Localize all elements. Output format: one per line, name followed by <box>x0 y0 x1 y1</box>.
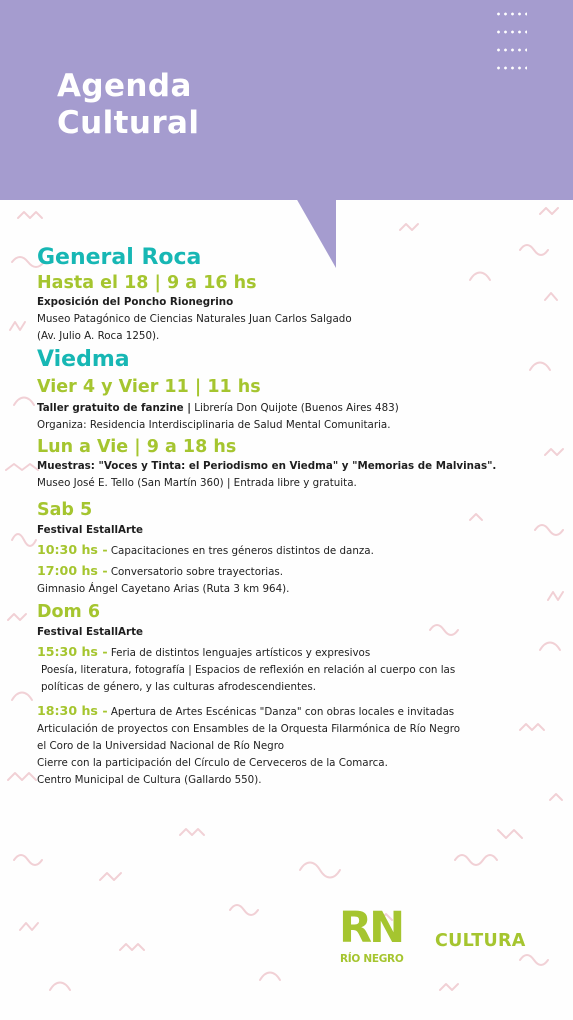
event-line <box>37 541 549 560</box>
cultura-label: CULTURA <box>435 931 526 951</box>
event-detail: Poesía, literatura, fotografía | Espacios de reflexión en relación al cuerpo con las <box>41 664 456 676</box>
festival-title: Festival EstallArte <box>37 524 144 536</box>
page-title <box>57 68 199 142</box>
agenda-content <box>37 244 549 789</box>
event-time: 18:30 hs - <box>37 703 108 718</box>
page-title-line1: Agenda <box>57 68 192 104</box>
schedule-heading: Hasta el 18 | 9 a 16 hs <box>37 273 257 293</box>
event-title: Muestras: "Voces y Tinta: el Periodismo en Viedma" y "Memorias de Malvinas". <box>37 460 497 472</box>
event-place: Librería Don Quijote (Buenos Aires 483) <box>191 402 399 414</box>
schedule-heading: Vier 4 y Vier 11 | 11 hs <box>37 377 261 397</box>
schedule-heading: Lun a Vie | 9 a 18 hs <box>37 437 237 457</box>
event-line <box>37 562 549 581</box>
event-place: Museo José E. Tello (San Martín 360) | Entrada libre y gratuita. <box>37 477 357 489</box>
event-time: 17:00 hs - <box>37 563 108 578</box>
event-line <box>37 400 549 417</box>
event-description: Capacitaciones en tres géneros distintos de danza. <box>107 545 374 557</box>
event-detail: Articulación de proyectos con Ensambles de la Orquesta Filarmónica de Río Negro <box>37 723 461 735</box>
event-description: Apertura de Artes Escénicas "Danza" con obras locales e invitadas <box>107 706 455 718</box>
city-heading-viedma: Viedma <box>37 347 130 372</box>
event-line <box>37 643 549 662</box>
event-place: Museo Patagónico de Ciencias Naturales Juan Carlos Salgado <box>37 313 352 325</box>
event-detail: Cierre con la participación del Círculo de Cerveceros de la Comarca. <box>37 757 388 769</box>
event-description: Conversatorio sobre trayectorias. <box>107 566 284 578</box>
event-organizer: Organiza: Residencia Interdisciplinaria de Salud Mental Comunitaria. <box>37 419 391 431</box>
event-description: Feria de distintos lenguajes artísticos y expresivos <box>107 647 371 659</box>
day-heading-dom: Dom 6 <box>37 602 101 622</box>
event-title: Exposición del Poncho Rionegrino <box>37 296 234 308</box>
event-place: Centro Municipal de Cultura (Gallardo 550). <box>37 774 262 786</box>
event-title: Taller gratuito de fanzine | <box>37 402 191 414</box>
decorative-dots-icon <box>495 8 527 80</box>
event-line <box>37 702 549 721</box>
event-address: (Av. Julio A. Roca 1250). <box>37 330 160 342</box>
city-heading-general-roca: General Roca <box>37 245 202 270</box>
event-detail: el Coro de la Universidad Nacional de Río Negro <box>37 740 285 752</box>
event-time: 15:30 hs - <box>37 644 108 659</box>
rio-negro-logo-subtitle: RÍO NEGRO <box>340 953 404 965</box>
page-title-line2: Cultural <box>57 105 200 141</box>
event-detail: políticas de género, y las culturas afrodescendientes. <box>41 681 317 693</box>
event-time: 10:30 hs - <box>37 542 108 557</box>
footer-branding <box>339 903 549 970</box>
festival-title: Festival EstallArte <box>37 626 144 638</box>
day-heading-sab: Sab 5 <box>37 500 93 520</box>
event-place: Gimnasio Ángel Cayetano Arias (Ruta 3 km 964). <box>37 583 290 595</box>
rio-negro-logo: RN <box>339 903 403 953</box>
